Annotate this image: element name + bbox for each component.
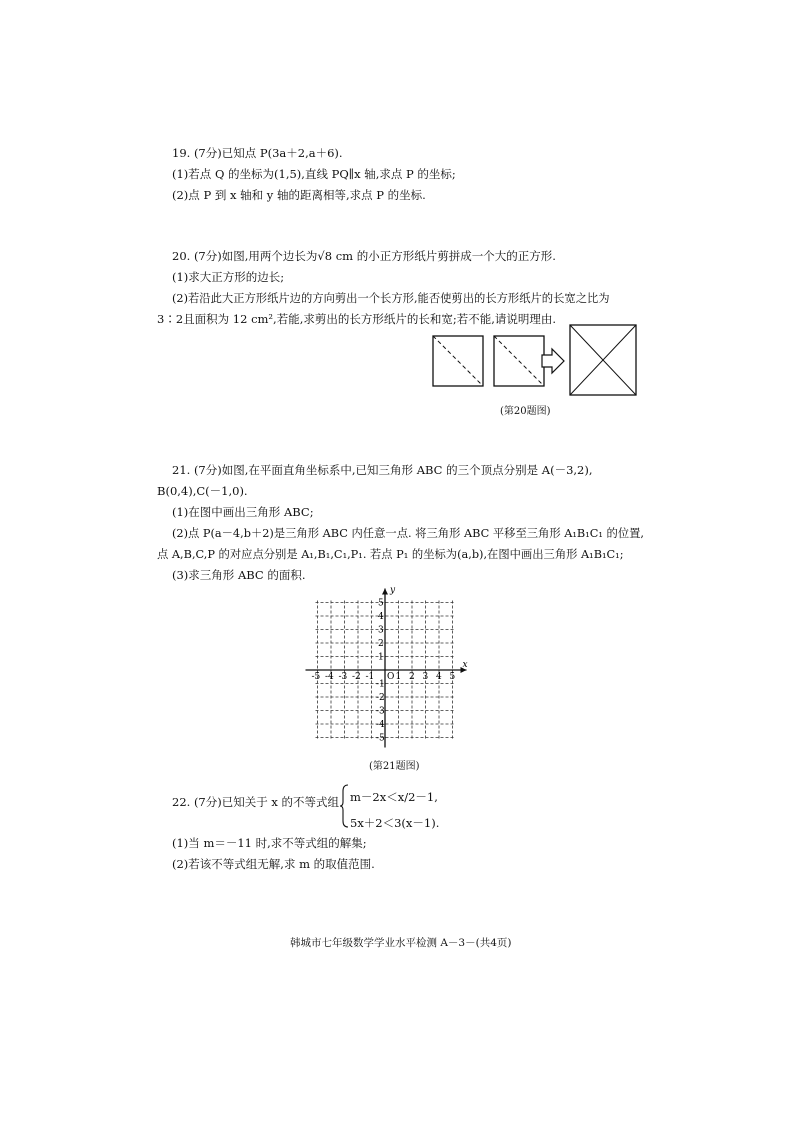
- q20-part1: (1)求大正方形的边长;: [172, 270, 285, 284]
- origin-label: O: [387, 672, 395, 682]
- y-tick-label: -5: [376, 733, 385, 744]
- y-axis-arrow-icon: [382, 589, 388, 595]
- q19-stem: 19. (7分)已知点 P(3a＋2,a＋6).: [172, 146, 343, 160]
- x-tick-label: -1: [365, 672, 375, 682]
- y-axis-label: y: [390, 585, 396, 596]
- x-tick-label: 5: [449, 672, 456, 682]
- y-tick-label: -4: [376, 720, 385, 730]
- x-tick-label: -2: [352, 672, 361, 682]
- q21-stem-a: 21. (7分)如图,在平面直角坐标系中,已知三角形 ABC 的三个顶点分别是 A(－3,2),: [172, 463, 593, 477]
- q21-part2b: 点 A,B,C,P 的对应点分别是 A₁,B₁,C₁,P₁. 若点 P₁ 的坐标为(a,b),在图中画出三角形 A₁B₁C₁;: [157, 548, 624, 561]
- q22-stem: 22. (7分)已知关于 x 的不等式组: [172, 795, 340, 809]
- system-brace: [340, 783, 350, 829]
- y-tick-label: -2: [376, 693, 385, 703]
- page-footer: 韩城市七年级数学学业水平检测 A－3－(共4页): [290, 937, 512, 949]
- coordinate-grid: [300, 575, 490, 765]
- y-tick-label: 4: [378, 612, 384, 622]
- y-tick-label: -1: [376, 679, 385, 690]
- x-tick-label: 4: [436, 672, 442, 682]
- q20-part2b: 3∶2且面积为 12 cm²,若能,求剪出的长方形纸片的长和宽;若不能,请说明理由.: [157, 312, 557, 326]
- y-tick-label: -3: [376, 706, 385, 717]
- small-square-2-diagonal: [494, 336, 544, 386]
- small-square-1-diagonal: [433, 336, 483, 386]
- x-tick-label: 2: [409, 672, 415, 682]
- q20-part2a: (2)若沿此大正方形纸片边的方向剪出一个长方形,能否使剪出的长方形纸片的长宽之比为: [172, 292, 610, 305]
- q21-part1: (1)在图中画出三角形 ABC;: [172, 505, 314, 519]
- x-tick-label: 3: [422, 672, 429, 682]
- q22-inequality-1: m－2x＜x/2－1,: [350, 790, 438, 804]
- q19-part1: (1)若点 Q 的坐标为(1,5),直线 PQ∥x 轴,求点 P 的坐标;: [172, 167, 456, 181]
- q22-inequality-2: 5x＋2＜3(x－1).: [350, 816, 440, 830]
- q22-part1: (1)当 m＝－11 时,求不等式组的解集;: [172, 836, 367, 850]
- q21-part3: (3)求三角形 ABC 的面积.: [172, 568, 306, 582]
- q19-part2: (2)点 P 到 x 轴和 y 轴的距离相等,求点 P 的坐标.: [172, 188, 426, 202]
- x-tick-label: 1: [395, 672, 402, 682]
- y-tick-label: 2: [378, 639, 384, 649]
- q20-figure: [430, 325, 640, 400]
- y-tick-label: 1: [378, 652, 384, 663]
- y-tick-label: 5: [378, 598, 384, 609]
- x-axis-label: x: [462, 660, 468, 670]
- x-tick-label: -5: [311, 672, 321, 682]
- arrow-right-icon: [542, 349, 564, 373]
- x-tick-label: -3: [338, 672, 348, 682]
- q20-caption: (第20题图): [500, 406, 551, 417]
- q20-stem: 20. (7分)如图,用两个边长为√8 cm 的小正方形纸片剪拼成一个大的正方形.: [172, 249, 556, 263]
- x-tick-label: -4: [325, 672, 334, 682]
- q21-stem-b: B(0,4),C(－1,0).: [157, 484, 248, 498]
- q21-part2a: (2)点 P(a－4,b＋2)是三角形 ABC 内任意一点. 将三角形 ABC 平移至三角形 A₁B₁C₁ 的位置,: [172, 527, 645, 540]
- y-tick-label: 3: [378, 625, 384, 636]
- q21-caption: (第21题图): [369, 761, 420, 772]
- q22-part2: (2)若该不等式组无解,求 m 的取值范围.: [172, 857, 375, 871]
